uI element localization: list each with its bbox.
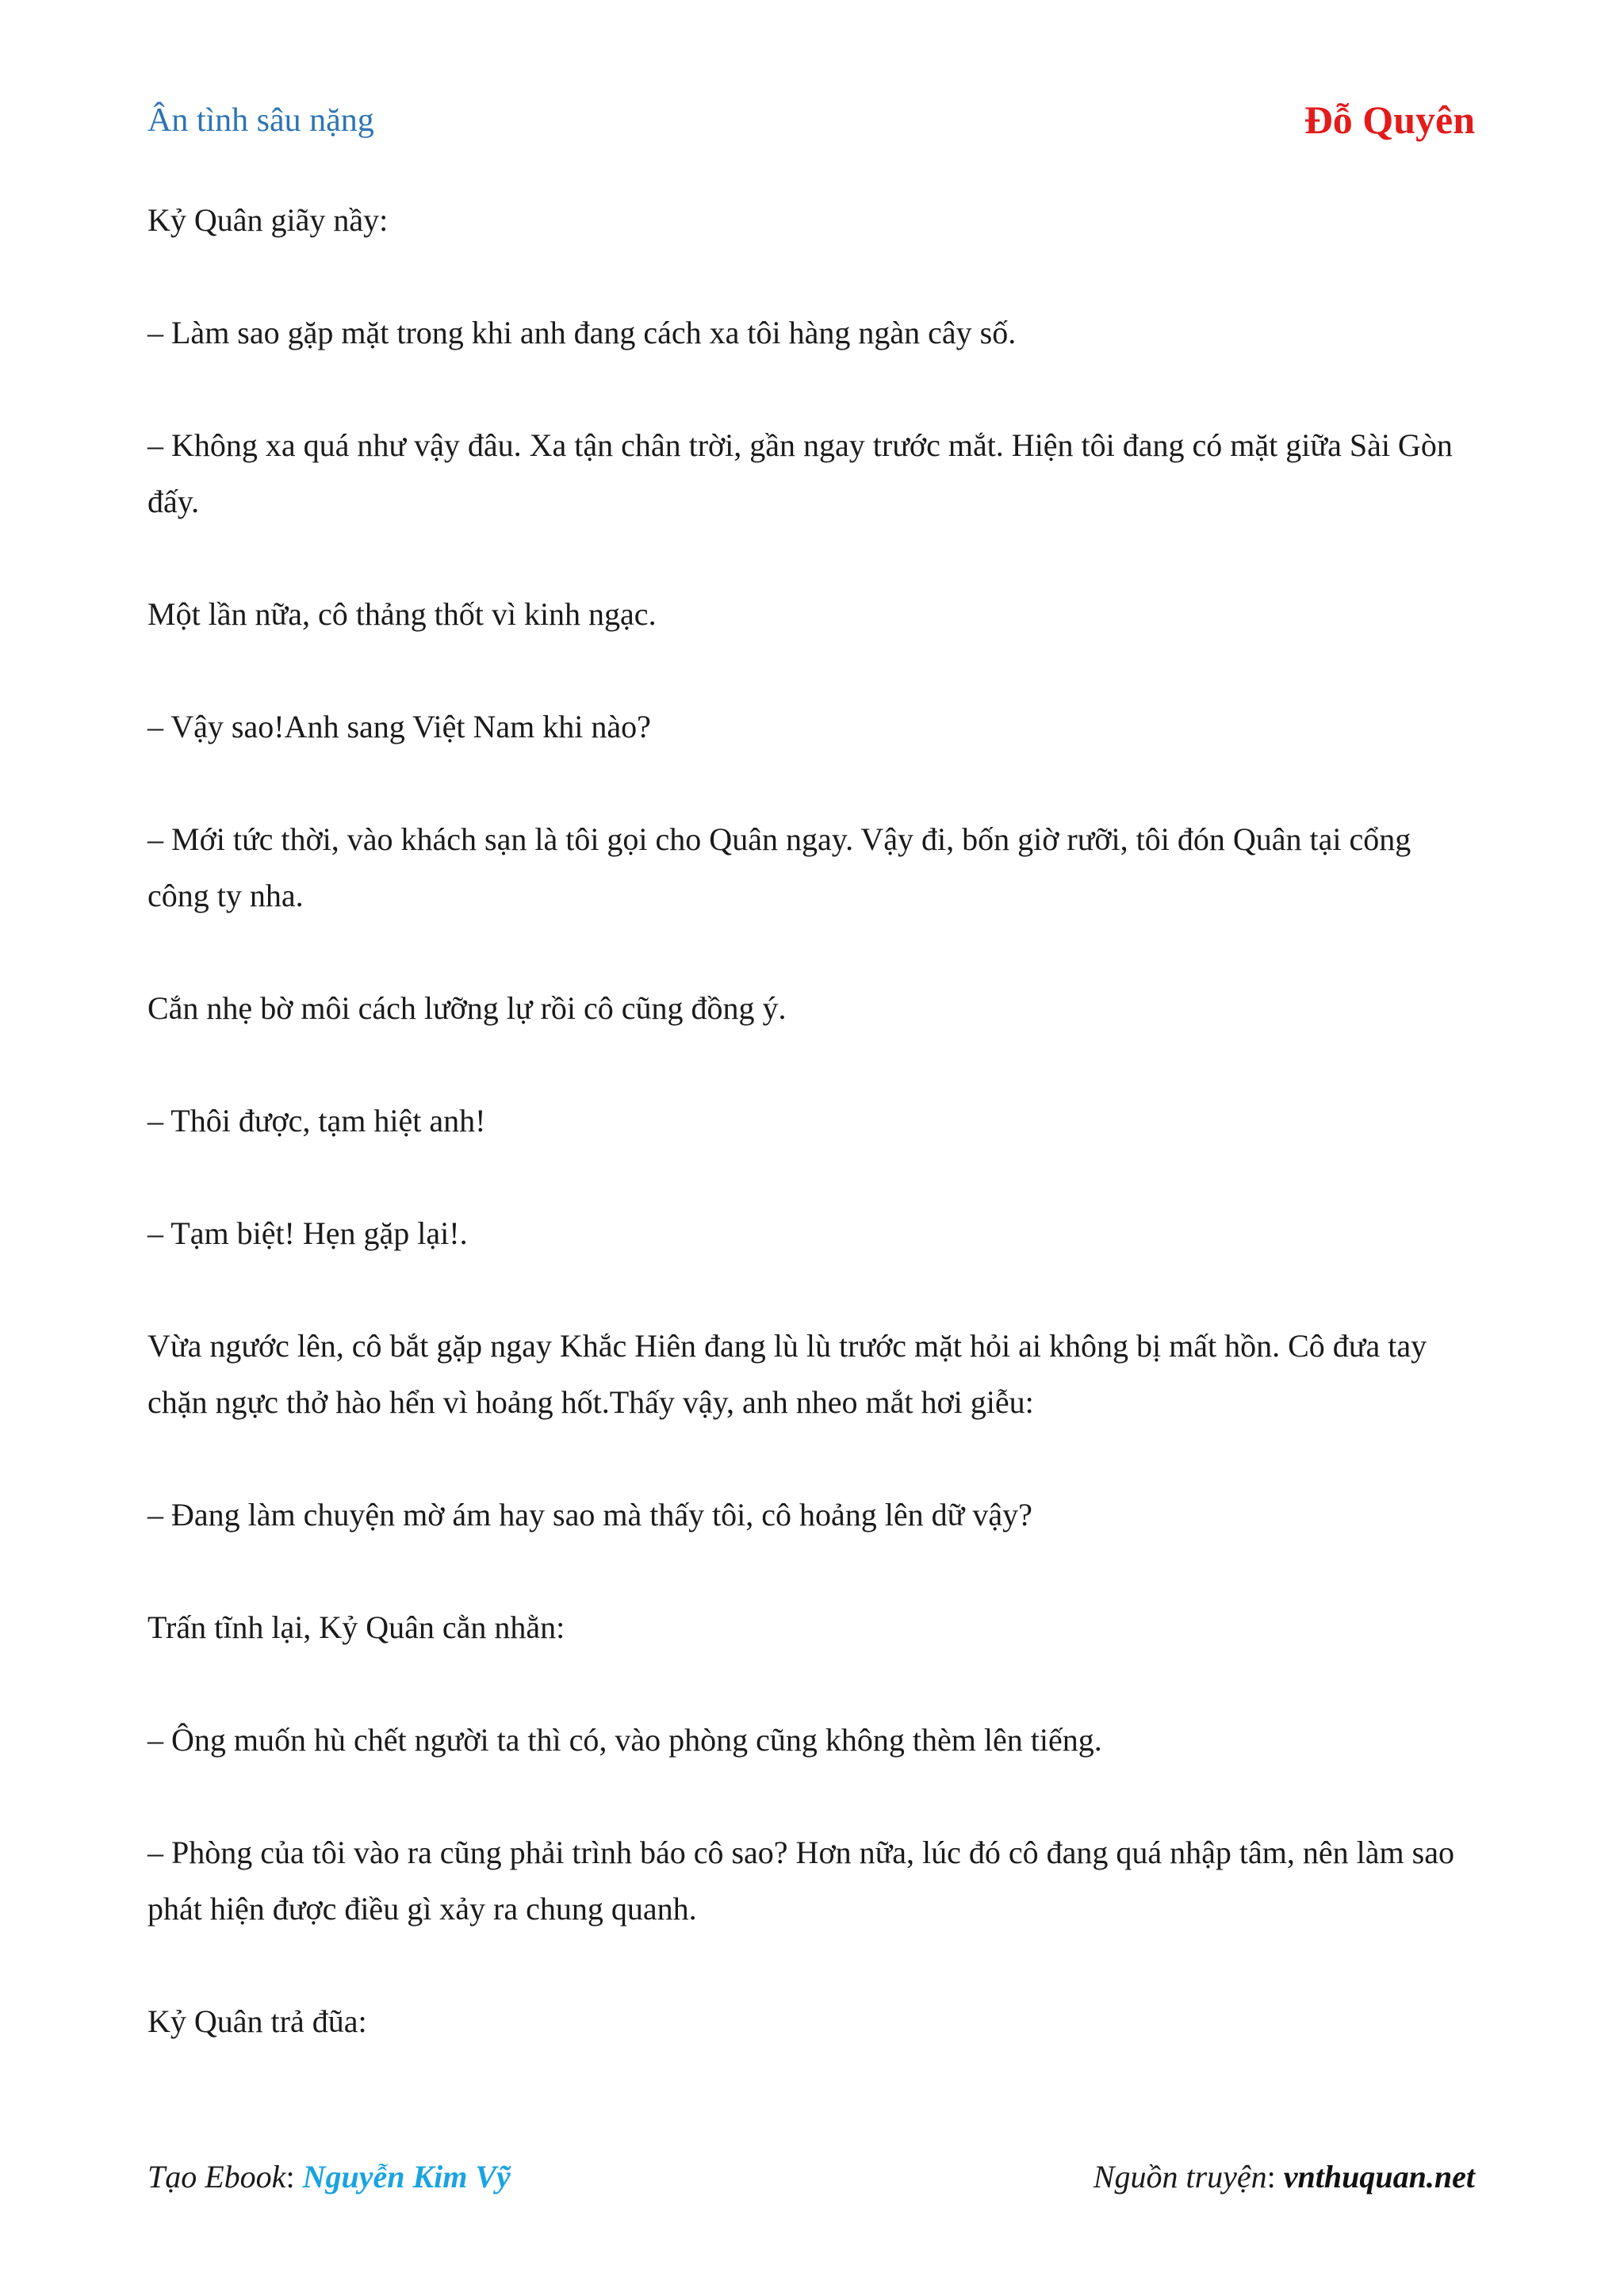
page-footer [147,2158,1475,2206]
author-name: Đỗ Quyên [1304,98,1475,142]
paragraph: – Mới tức thời, vào khách sạn là tôi gọi cho Quân ngay. Vậy đi, bốn giờ rưỡi, tôi đón Quân tại cổng công ty nha. [147,821,1411,913]
page-header [147,98,1475,157]
paragraph: Trấn tĩnh lại, Kỷ Quân cằn nhằn: [147,1609,565,1645]
source-site-link[interactable]: vnthuquan.net [1283,2159,1475,2195]
story-content [147,192,1477,2106]
source-credit [1094,2158,1475,2195]
ebook-label: Tạo Ebook [147,2159,286,2195]
source-label: Nguồn truyện [1093,2159,1267,2195]
ebook-creator: Nguyễn Kim Vỹ [302,2159,511,2195]
paragraph: – Thôi được, tạm hiệt anh! [147,1103,486,1138]
paragraph: Cắn nhẹ bờ môi cách lưỡng lự rồi cô cũng đồng ý. [147,990,787,1026]
paragraph: Một lần nữa, cô thảng thốt vì kinh ngạc. [147,596,657,632]
colon-separator: : [285,2159,303,2195]
paragraph: – Đang làm chuyện mờ ám hay sao mà thấy tôi, cô hoảng lên dữ vậy? [147,1497,1032,1533]
paragraph: – Tạm biệt! Hẹn gặp lại!. [147,1215,468,1251]
colon-separator: : [1266,2159,1284,2195]
paragraph: – Ông muốn hù chết người ta thì có, vào phòng cũng không thèm lên tiếng. [147,1722,1102,1758]
paragraph: Kỷ Quân trả đũa: [147,2003,367,2039]
book-title: Ân tình sâu nặng [147,102,374,139]
paragraph: – Vậy sao!Anh sang Việt Nam khi nào? [147,709,651,744]
paragraph: Kỷ Quân giãy nầy: [147,202,389,238]
ebook-credit [147,2158,511,2195]
paragraph: Vừa ngước lên, cô bắt gặp ngay Khắc Hiên đang lù lù trước mặt hỏi ai không bị mất hồn. Cô đưa tay chặn ngực thở hào hển vì hoảng hốt.Thấy vậy, anh nheo mắt hơi giễu: [147,1328,1427,1420]
paragraph: – Phòng của tôi vào ra cũng phải trình báo cô sao? Hơn nữa, lúc đó cô đang quá nhập tâm, nên làm sao phát hiện được điều gì xảy ra chung quanh. [147,1835,1454,1927]
paragraph: – Làm sao gặp mặt trong khi anh đang cách xa tôi hàng ngàn cây số. [147,315,1017,350]
paragraph: – Không xa quá như vậy đâu. Xa tận chân trời, gần ngay trước mắt. Hiện tôi đang có mặt giữa Sài Gòn đấy. [147,427,1453,519]
